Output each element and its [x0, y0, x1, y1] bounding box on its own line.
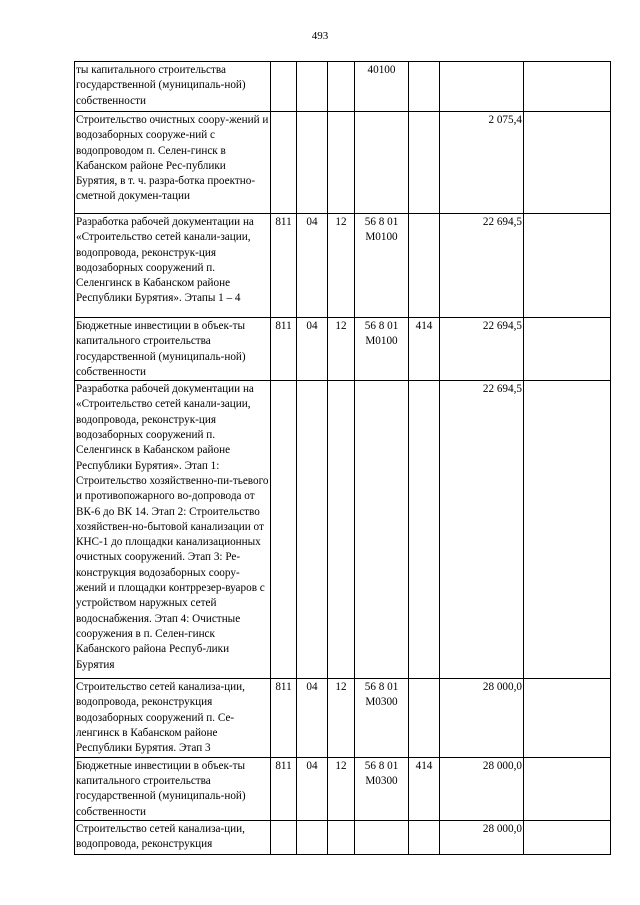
row-expense-type-cell — [409, 679, 440, 757]
table-row — [75, 112, 611, 214]
row-name-cell: Строительство сетей канализа-ции, водопровода, реконструкция — [75, 820, 271, 854]
row-amount-cell: 22 694,5 — [440, 214, 524, 318]
table-row — [75, 318, 611, 381]
table-row — [75, 62, 611, 112]
row-target-article-cell: 56 8 01 М0300 — [355, 757, 409, 820]
row-amount-cell: 28 000,0 — [440, 757, 524, 820]
row-target-article-cell — [355, 820, 409, 854]
row-expense-type-cell — [409, 820, 440, 854]
row-name-cell: Разработка рабочей документации на «Строительство сетей канали-зации, водопровода, реконструк-ция водозаборных сооружений п. Селенгинск в Кабанском районе Республики Бурятия». Этап 1: Строительство хозяйственно-пи-тьевого и противопожарного во-допровода от ВК-6 до ВК 14. Этап 2: Строительство хозяйствен-но-бытовой канализации от КНС-1 до площадки канализационных очистных сооружений. Этап 3: Ре-конструкция водозаборных соору-жений и площадки контррезер-вуаров с устройством наружных сетей водоснабжения. Этап 4: Очистные сооружения в п. Селен-гинск Кабанского района Респуб-лики Бурятия — [75, 381, 271, 679]
row-section-cell — [297, 62, 328, 112]
row-name-cell: Бюджетные инвестиции в объек-ты капитального строительства государственной (муниципаль-ной) собственности — [75, 757, 271, 820]
row-expense-type-cell — [409, 214, 440, 318]
table-row — [75, 820, 611, 854]
row-extra-cell — [524, 318, 611, 381]
row-extra-cell — [524, 214, 611, 318]
row-ministry-cell — [271, 820, 297, 854]
row-amount-cell: 22 694,5 — [440, 381, 524, 679]
row-amount-cell: 28 000,0 — [440, 679, 524, 757]
row-section-cell — [297, 112, 328, 214]
row-subsection-cell — [328, 62, 355, 112]
row-amount-cell: 28 000,0 — [440, 820, 524, 854]
row-section-cell — [297, 381, 328, 679]
row-extra-cell — [524, 679, 611, 757]
row-section-cell: 04 — [297, 214, 328, 318]
row-name-cell: Бюджетные инвестиции в объек-ты капитального строительства государственной (муниципаль-ной) собственности — [75, 318, 271, 381]
row-subsection-cell: 12 — [328, 679, 355, 757]
row-ministry-cell — [271, 62, 297, 112]
row-name-cell: Разработка рабочей документации на «Строительство сетей канали-зации, водопровода, реконструк-ция водозаборных сооружений п. Селенгинск в Кабанском районе Республики Бурятия». Этапы 1 – 4 — [75, 214, 271, 318]
row-expense-type-cell: 414 — [409, 318, 440, 381]
row-subsection-cell — [328, 381, 355, 679]
row-ministry-cell — [271, 112, 297, 214]
row-expense-type-cell — [409, 381, 440, 679]
row-ministry-cell: 811 — [271, 214, 297, 318]
row-ministry-cell: 811 — [271, 757, 297, 820]
row-name-cell: Строительство сетей канализа-ции, водопровода, реконструкция водозаборных сооружений п. Се-ленгинск в Кабанском районе Республики Бурятия. Этап 3 — [75, 679, 271, 757]
row-extra-cell — [524, 112, 611, 214]
row-extra-cell — [524, 62, 611, 112]
row-target-article-cell: 56 8 01 М0100 — [355, 318, 409, 381]
page-number: 493 — [311, 30, 329, 42]
row-ministry-cell — [271, 381, 297, 679]
row-section-cell: 04 — [297, 757, 328, 820]
row-amount-cell: 22 694,5 — [440, 318, 524, 381]
row-target-article-cell — [355, 381, 409, 679]
row-section-cell: 04 — [297, 679, 328, 757]
row-target-article-cell: 40100 — [355, 62, 409, 112]
row-amount-cell — [440, 62, 524, 112]
table-row — [75, 757, 611, 820]
row-section-cell: 04 — [297, 318, 328, 381]
row-expense-type-cell — [409, 62, 440, 112]
row-target-article-cell: 56 8 01 М0100 — [355, 214, 409, 318]
row-expense-type-cell — [409, 112, 440, 214]
row-name-cell: ты капитального строительства государственной (муниципаль-ной) собственности — [75, 62, 271, 112]
row-subsection-cell: 12 — [328, 318, 355, 381]
row-subsection-cell: 12 — [328, 214, 355, 318]
row-section-cell — [297, 820, 328, 854]
table-row — [75, 679, 611, 757]
row-name-cell: Строительство очистных соору-жений и водозаборных сооруже-ний с водопроводом п. Селен-гинск в Кабанском районе Рес-публики Бурятия, в т. ч. разра-ботка проектно-сметной докумен-тации — [75, 112, 271, 214]
row-ministry-cell: 811 — [271, 679, 297, 757]
row-extra-cell — [524, 757, 611, 820]
row-target-article-cell: 56 8 01 М0300 — [355, 679, 409, 757]
row-target-article-cell — [355, 112, 409, 214]
row-extra-cell — [524, 820, 611, 854]
row-ministry-cell: 811 — [271, 318, 297, 381]
row-subsection-cell: 12 — [328, 757, 355, 820]
table-row — [75, 214, 611, 318]
table-row — [75, 381, 611, 679]
row-subsection-cell — [328, 820, 355, 854]
budget-table — [74, 61, 611, 855]
row-amount-cell: 2 075,4 — [440, 112, 524, 214]
row-expense-type-cell: 414 — [409, 757, 440, 820]
budget-table-body — [75, 62, 611, 855]
row-extra-cell — [524, 381, 611, 679]
row-subsection-cell — [328, 112, 355, 214]
